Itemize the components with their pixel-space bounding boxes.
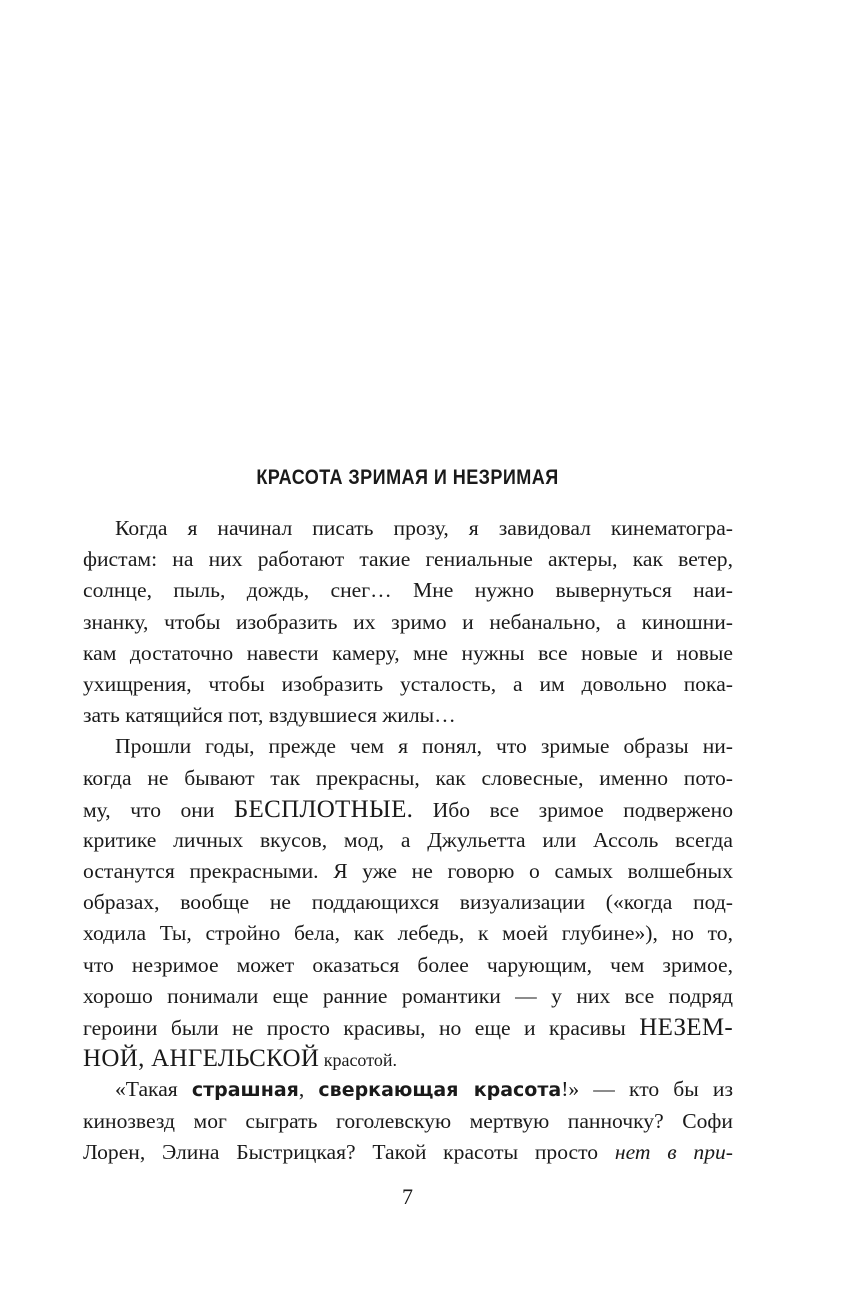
caps-word: НЕЗЕМ- xyxy=(639,1014,733,1041)
text-segment: , xyxy=(298,1077,319,1102)
text-line: знанку, чтобы изобразить их зримо и небанально, а киношни- xyxy=(83,609,733,634)
caps-word: НОЙ, АНГЕЛЬСКОЙ xyxy=(83,1045,320,1073)
text-line: останутся прекрасными. Я уже не говорю о самых волшебных xyxy=(83,859,733,884)
text-line: хорошо понимали еще ранние романтики — у них все подряд xyxy=(83,983,733,1008)
text-line xyxy=(83,1012,733,1043)
text-line: образах, вообще не поддающихся визуализации («когда под- xyxy=(83,890,733,915)
text-segment: героини были не просто красивы, но еще и красивы xyxy=(83,1016,640,1040)
italic-phrase: нет в при- xyxy=(614,1139,734,1164)
text-line: когда не бывают так прекрасны, как словесные, именно пото- xyxy=(83,765,733,790)
text-line: зать катящийся пот, вздувшиеся жилы… xyxy=(83,703,456,728)
text-line: солнце, пыль, дождь, снег… Мне нужно вывернуться наи- xyxy=(83,578,733,603)
bold-phrase: страшная xyxy=(191,1079,299,1102)
text-line: кам достаточно навести камеру, мне нужны все новые и новые xyxy=(83,640,733,665)
text-segment: Лорен, Элина Быстрицкая? Такой красоты просто xyxy=(83,1139,615,1164)
chapter-title: КРАСОТА ЗРИМАЯ И НЕЗРИМАЯ xyxy=(256,466,559,489)
body-text xyxy=(83,513,733,1168)
text-line xyxy=(83,1043,733,1074)
text-line: фистам: на них работают такие гениальные актеры, как ветер, xyxy=(83,547,733,572)
caps-word: БЕСПЛОТНЫЕ. xyxy=(233,795,414,823)
text-line: ухищрения, чтобы изобразить усталость, а им довольно пока- xyxy=(83,671,733,696)
page-number: 7 xyxy=(402,1184,413,1209)
bold-phrase: сверкающая красота xyxy=(318,1079,562,1102)
text-line: ходила Ты, стройно бела, как лебедь, к моей глубине»), но то, xyxy=(83,921,733,946)
text-line: кинозвезд мог сыграть гоголевскую мертвую панночку? Софи xyxy=(83,1108,733,1133)
text-segment: Ибо все зримое подвержено xyxy=(413,797,733,822)
text-line: Когда я начинал писать прозу, я завидовал кинематогра- xyxy=(115,516,733,540)
text-segment: «Такая xyxy=(115,1077,192,1102)
text-line xyxy=(83,794,733,825)
text-line: Прошли годы, прежде чем я понял, что зримые образы ни- xyxy=(115,734,733,759)
text-line xyxy=(83,1074,733,1105)
text-line xyxy=(83,1137,733,1168)
text-line: что незримое может оказаться более чарующим, чем зримое, xyxy=(83,952,733,977)
text-segment: му, что они xyxy=(83,797,234,822)
text-segment: !» — кто бы из xyxy=(561,1077,733,1102)
text-line: критике личных вкусов, мод, а Джульетта или Ассоль всегда xyxy=(83,827,733,852)
text-segment: красотой. xyxy=(319,1050,397,1071)
